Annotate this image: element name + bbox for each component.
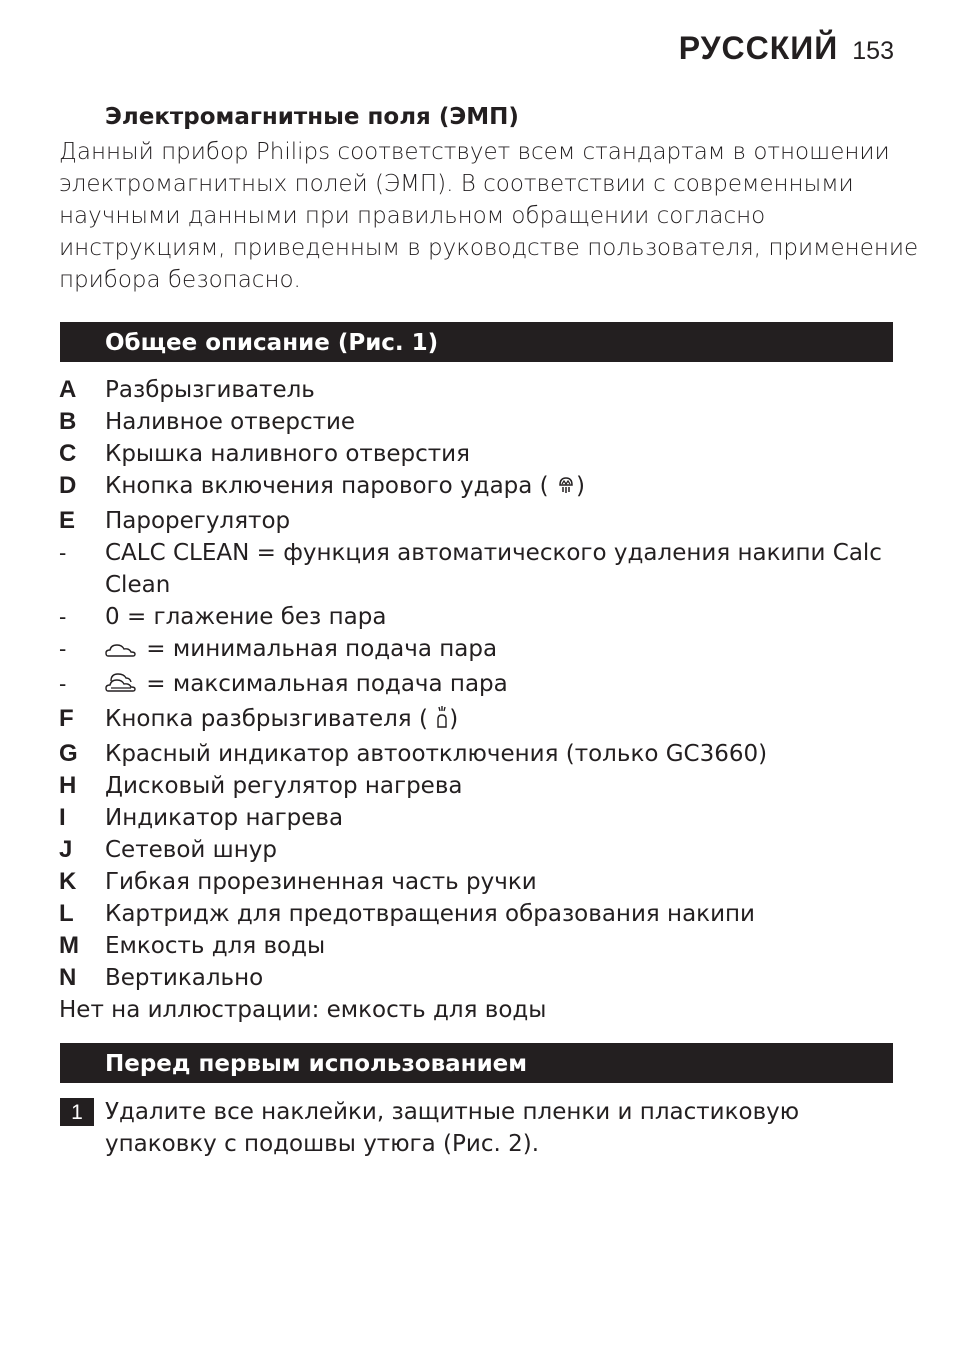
item-key: G (59, 740, 78, 767)
emf-line: Данный прибор Philips соответствует всем стандартам в отношении (59, 139, 890, 165)
item-text-after: = минимальная подача пара (139, 636, 498, 662)
list-item (59, 633, 909, 668)
item-key: N (59, 964, 77, 991)
emf-line: инструкциям, приведенным в руководстве пользователя, применение (59, 235, 919, 261)
item-text: Наливное отверстие (105, 409, 356, 435)
list-item (59, 834, 909, 866)
list-item (59, 505, 909, 537)
item-key: F (59, 705, 74, 732)
item-key: I (59, 804, 66, 831)
list-item (59, 930, 909, 962)
item-text: 0 = глажение без пара (105, 604, 387, 630)
emf-paragraph (59, 136, 919, 296)
step-line: упаковку с подошвы утюга (Рис. 2). (105, 1131, 540, 1157)
list-item (59, 898, 909, 930)
list-item (59, 802, 909, 834)
parts-list (59, 374, 909, 1026)
item-text: Сетевой шнур (105, 837, 277, 863)
emf-line: прибора безопасно. (59, 267, 301, 293)
item-text: Крышка наливного отверстия (105, 441, 470, 467)
list-item (59, 962, 909, 994)
step-number-badge: 1 (60, 1098, 94, 1126)
general-description-heading: Общее описание (Рис. 1) (60, 322, 893, 362)
list-item (59, 438, 909, 470)
item-key: - (59, 636, 67, 661)
list-item (59, 668, 909, 703)
item-text (105, 537, 909, 601)
item-text: Картридж для предотвращения образования накипи (105, 901, 755, 927)
item-key: - (59, 604, 67, 629)
list-item (59, 406, 909, 438)
item-text (105, 633, 909, 668)
step-1 (60, 1096, 799, 1160)
item-key: A (59, 376, 77, 403)
item-text-line: CALC CLEAN = функция автоматического удаления накипи Calc (105, 540, 882, 566)
item-key: H (59, 772, 77, 799)
item-text-after: = максимальная подача пара (139, 671, 508, 697)
item-text: Вертикально (105, 965, 264, 991)
item-text: Индикатор нагрева (105, 805, 344, 831)
emf-line: электромагнитных полей (ЭМП). В соответствии с современными (59, 171, 854, 197)
item-text-after: ) (449, 706, 459, 732)
list-item (59, 601, 909, 633)
item-key: - (59, 540, 67, 565)
item-text: Гибкая прорезиненная часть ручки (105, 869, 537, 895)
item-text (105, 668, 909, 703)
item-key: M (59, 932, 79, 959)
item-text: Разбрызгиватель (105, 377, 315, 403)
page-header (679, 30, 894, 67)
item-text-before: Кнопка разбрызгивателя ( (105, 706, 428, 732)
item-key: K (59, 868, 77, 895)
item-text-after: ) (575, 473, 585, 499)
item-key: C (59, 440, 77, 467)
emf-line: научными данными при правильном обращении согласно (59, 203, 766, 229)
before-first-use-heading: Перед первым использованием (60, 1043, 893, 1083)
item-key: E (59, 507, 76, 534)
list-item (59, 770, 909, 802)
item-text: Дисковый регулятор нагрева (105, 773, 463, 799)
list-item (59, 537, 909, 601)
max-steam-icon (105, 671, 139, 703)
emf-section-title: Электромагнитные поля (ЭМП) (105, 104, 519, 130)
item-text-line: Clean (105, 572, 171, 598)
item-key: L (59, 900, 74, 927)
item-text (105, 470, 909, 505)
min-steam-icon (105, 636, 139, 668)
list-item (59, 374, 909, 406)
language-title: РУССКИЙ (678, 30, 839, 66)
step-line: Удалите все наклейки, защитные пленки и пластиковую (105, 1099, 800, 1125)
list-item (59, 738, 909, 770)
item-text: Емкость для воды (105, 933, 326, 959)
item-text: Красный индикатор автоотключения (только GC3660) (105, 741, 768, 767)
step-text (105, 1096, 799, 1160)
item-key: J (59, 836, 73, 863)
page-number: 153 (852, 37, 894, 65)
item-key: - (59, 671, 67, 696)
list-item (59, 866, 909, 898)
spray-icon (435, 705, 449, 738)
not-shown-note: Нет на иллюстрации: емкость для воды (59, 997, 547, 1023)
steam-shot-icon (556, 473, 576, 505)
item-text (105, 703, 909, 738)
list-item (59, 703, 909, 738)
list-item (59, 470, 909, 505)
item-text: Парорегулятор (105, 508, 291, 534)
item-key: B (59, 408, 77, 435)
item-key: D (59, 472, 77, 499)
item-text-before: Кнопка включения парового удара ( (105, 473, 549, 499)
